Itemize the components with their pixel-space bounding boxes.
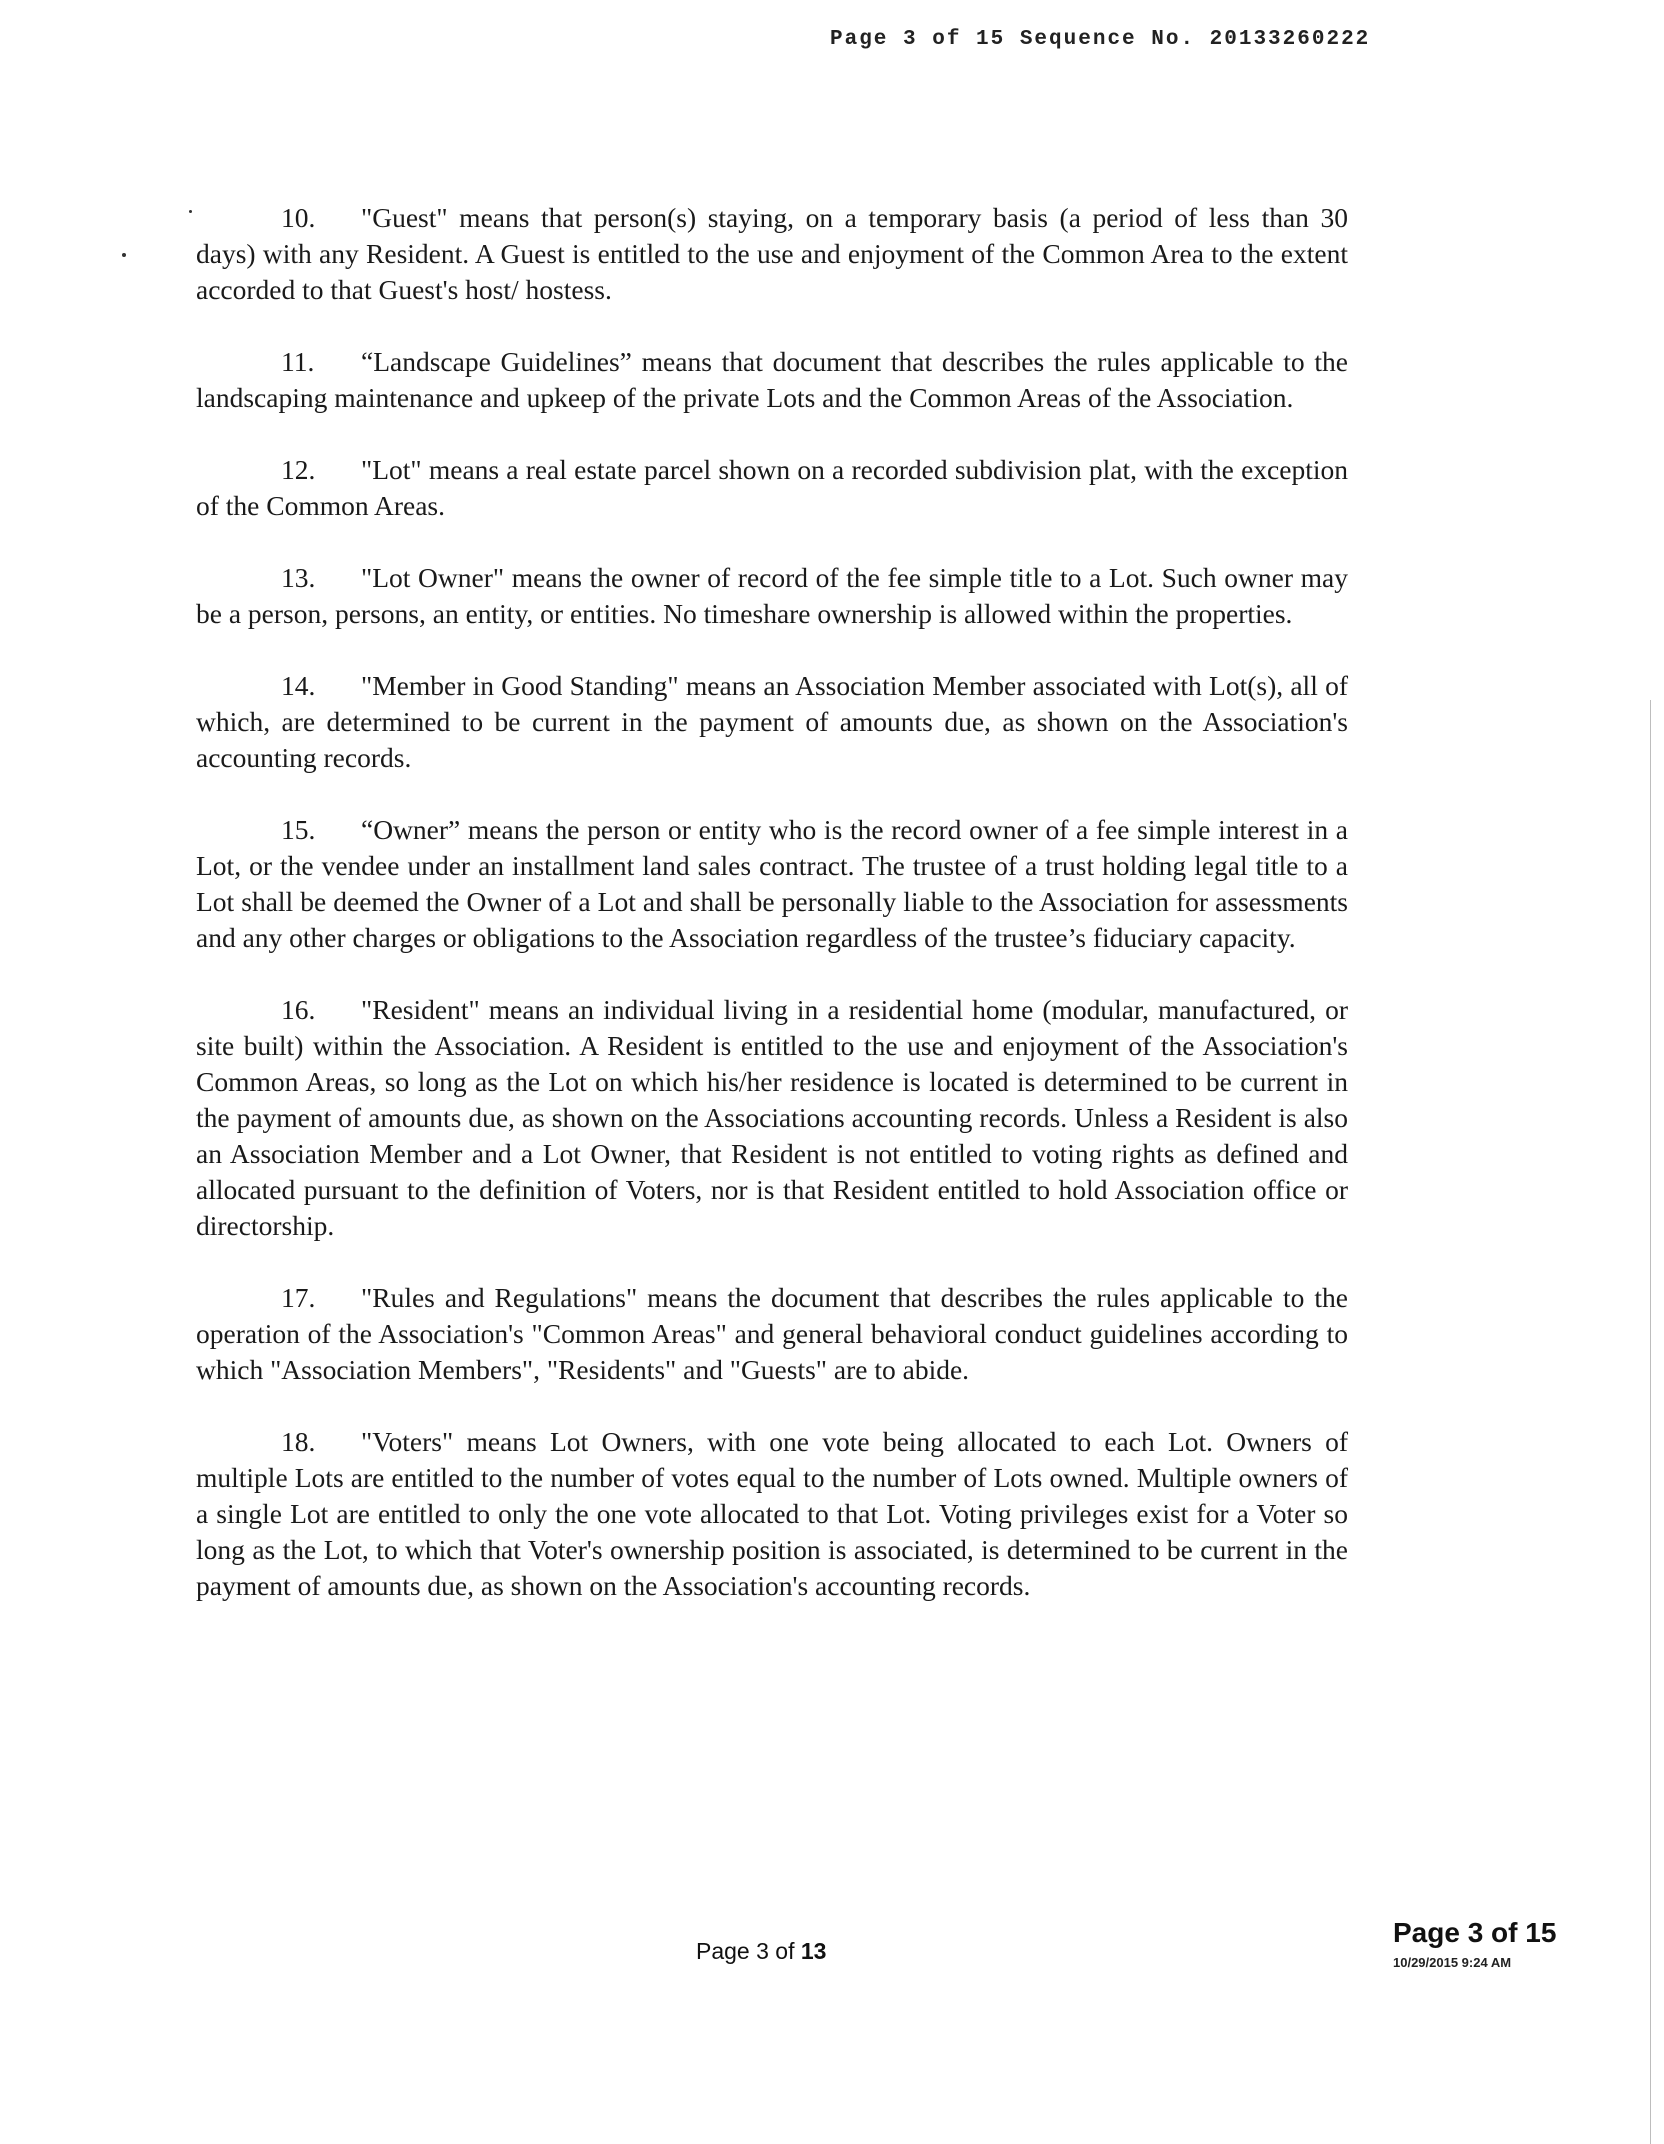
paragraph-text: "Rules and Regulations" means the document that describes the rules applicable to the operation of the Association's "Common Areas" and general behavioral conduct guidelines according to which "Association Members", "Residents" and "Guests" are to abide. [196,1282,1348,1385]
paragraph-number: 10. [281,202,316,233]
definition-paragraph [196,344,1348,416]
definition-paragraph [196,992,1348,1244]
definition-paragraph [196,560,1348,632]
paragraph-number: 16. [281,994,316,1025]
paragraph-text: "Lot Owner" means the owner of record of the fee simple title to a Lot. Such owner may be a person, persons, an entity, or entities. No timeshare ownership is allowed within the properties. [196,562,1348,629]
paragraph-text: "Resident" means an individual living in a residential home (modular, manufactured, or site built) within the Association. A Resident is entitled to the use and enjoyment of the Association's Common Areas, so long as the Lot on which his/her residence is located is determined to be current in the payment of amounts due, as shown on the Associations accounting records. Unless a Resident is also an Association Member and a Lot Owner, that Resident is not entitled to voting rights as defined and allocated pursuant to the definition of Voters, nor is that Resident entitled to hold Association office or directorship. [196,994,1348,1241]
definition-paragraph [196,1424,1348,1604]
definition-paragraph [196,1280,1348,1388]
paragraph-number: 18. [281,1426,316,1457]
paragraph-text: “Owner” means the person or entity who is the record owner of a fee simple interest in a Lot, or the vendee under an installment land sales contract. The trustee of a trust holding legal title to a Lot shall be deemed the Owner of a Lot and shall be personally liable to the Association for assessments and any other charges or obligations to the Association regardless of the trustee’s fiduciary capacity. [196,814,1348,953]
paragraph-text: "Lot" means a real estate parcel shown on a recorded subdivision plat, with the exception of the Common Areas. [196,454,1348,521]
paragraph-number: 14. [281,670,316,701]
definition-paragraph [196,200,1348,308]
recording-stamp-page: Page 3 of 15 [1393,1917,1557,1948]
paragraph-text: "Guest" means that person(s) staying, on a temporary basis (a period of less than 30 days) with any Resident. A Guest is entitled to the use and enjoyment of the Common Area to the extent accorded to that Guest's host/ hostess. [196,202,1348,305]
paragraph-text: "Voters" means Lot Owners, with one vote being allocated to each Lot. Owners of multiple Lots are entitled to the number of votes equal to the number of Lots owned. Multiple owners of a single Lot are entitled to only the one vote allocated to that Lot. Voting privileges exist for a Voter so long as the Lot, to which that Voter's ownership position is associated, is determined to be current in the payment of amounts due, as shown on the Association's accounting records. [196,1426,1348,1601]
sequence-header: Page 3 of 15 Sequence No. 20133260222 [830,28,1371,51]
scan-artifact-dot [122,253,126,257]
definition-paragraph [196,452,1348,524]
paragraph-number: 11. [281,346,315,377]
paragraph-number: 13. [281,562,316,593]
paragraph-number: 15. [281,814,316,845]
paragraph-text: "Member in Good Standing" means an Association Member associated with Lot(s), all of which, are determined to be current in the payment of amounts due, as shown on the Association's accounting records. [196,670,1348,773]
definitions-body [196,200,1348,1640]
page-footer [696,1938,826,1965]
scan-artifact-dot [189,210,192,213]
paragraph-number: 12. [281,454,316,485]
footer-page-total: 13 [800,1938,827,1964]
definition-paragraph [196,812,1348,956]
scan-edge-line [1650,700,1651,2144]
paragraph-text: “Landscape Guidelines” means that document that describes the rules applicable to the landscaping maintenance and upkeep of the private Lots and the Common Areas of the Association. [196,346,1348,413]
footer-page-prefix: Page 3 of [696,1938,801,1964]
paragraph-number: 17. [281,1282,316,1313]
recording-stamp-datetime: 10/29/2015 9:24 AM [1393,1955,1512,1970]
definition-paragraph [196,668,1348,776]
